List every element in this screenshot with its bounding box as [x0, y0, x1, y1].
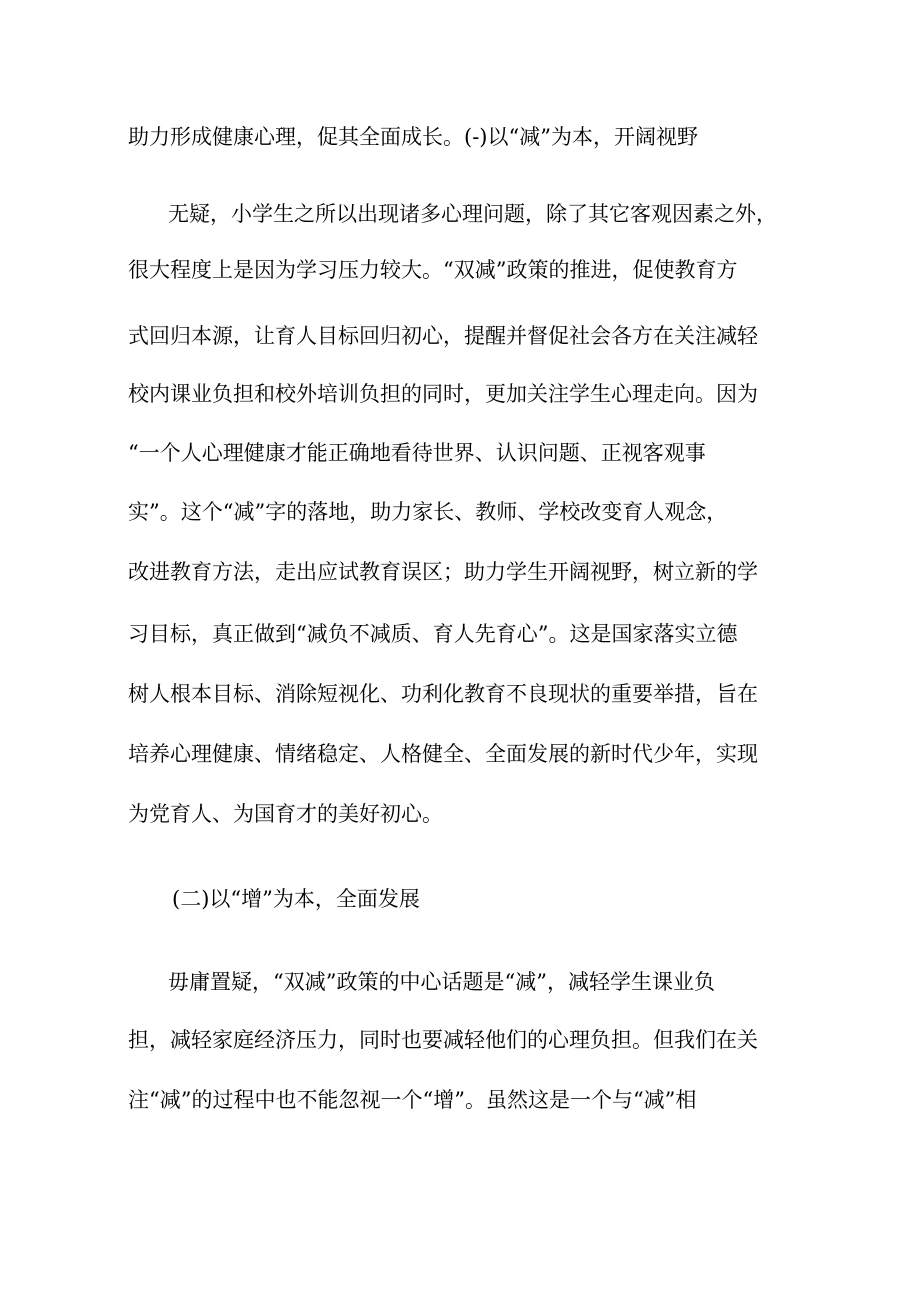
- section-heading: (二)以“增”为本，全面发展: [172, 887, 420, 911]
- text-line-7: 实”。这个“减”字的落地，助力家长、教师、学校改变育人观念，: [128, 500, 728, 524]
- text-line-14: 毋庸置疑，“双减”政策的中心话题是“减”，减轻学生课业负: [168, 970, 715, 994]
- text-line-9: 习目标，真正做到“减负不减质、育人先育心”。这是国家落实立德: [128, 622, 738, 646]
- text-line-8: 改进教育方法，走出应试教育误区；助力学生开阔视野，树立新的学: [128, 560, 758, 584]
- text-line-5: 校内课业负担和校外培训负担的同时，更加关注学生心理走向。因为: [128, 382, 758, 406]
- text-line-16: 注“减”的过程中也不能忽视一个“增”。虽然这是一个与“减”相: [128, 1088, 697, 1112]
- text-line-10: 树人根本目标、消除短视化、功利化教育不良现状的重要举措，旨在: [128, 682, 758, 706]
- text-line-11: 培养心理健康、情绪稳定、人格健全、全面发展的新时代少年，实现: [128, 742, 758, 766]
- text-line-6: “一个人心理健康才能正确地看待世界、认识问题、正视客观事: [128, 441, 706, 465]
- text-line-15: 担，减轻家庭经济压力，同时也要减轻他们的心理负担。但我们在关: [128, 1028, 758, 1052]
- text-line-4: 式回归本源，让育人目标回归初心，提醒并督促社会各方在关注减轻: [128, 324, 758, 348]
- text-line-12: 为党育人、为国育才的美好初心。: [128, 802, 443, 826]
- text-line-2: 无疑，小学生之所以出现诸多心理问题，除了其它客观因素之外，: [168, 202, 777, 226]
- text-line-3: 很大程度上是因为学习压力较大。“双减”政策的推进，促使教育方: [128, 258, 738, 282]
- text-line-1: 助力形成健康心理，促其全面成长。(-)以“减”为本，开阔视野: [128, 125, 698, 149]
